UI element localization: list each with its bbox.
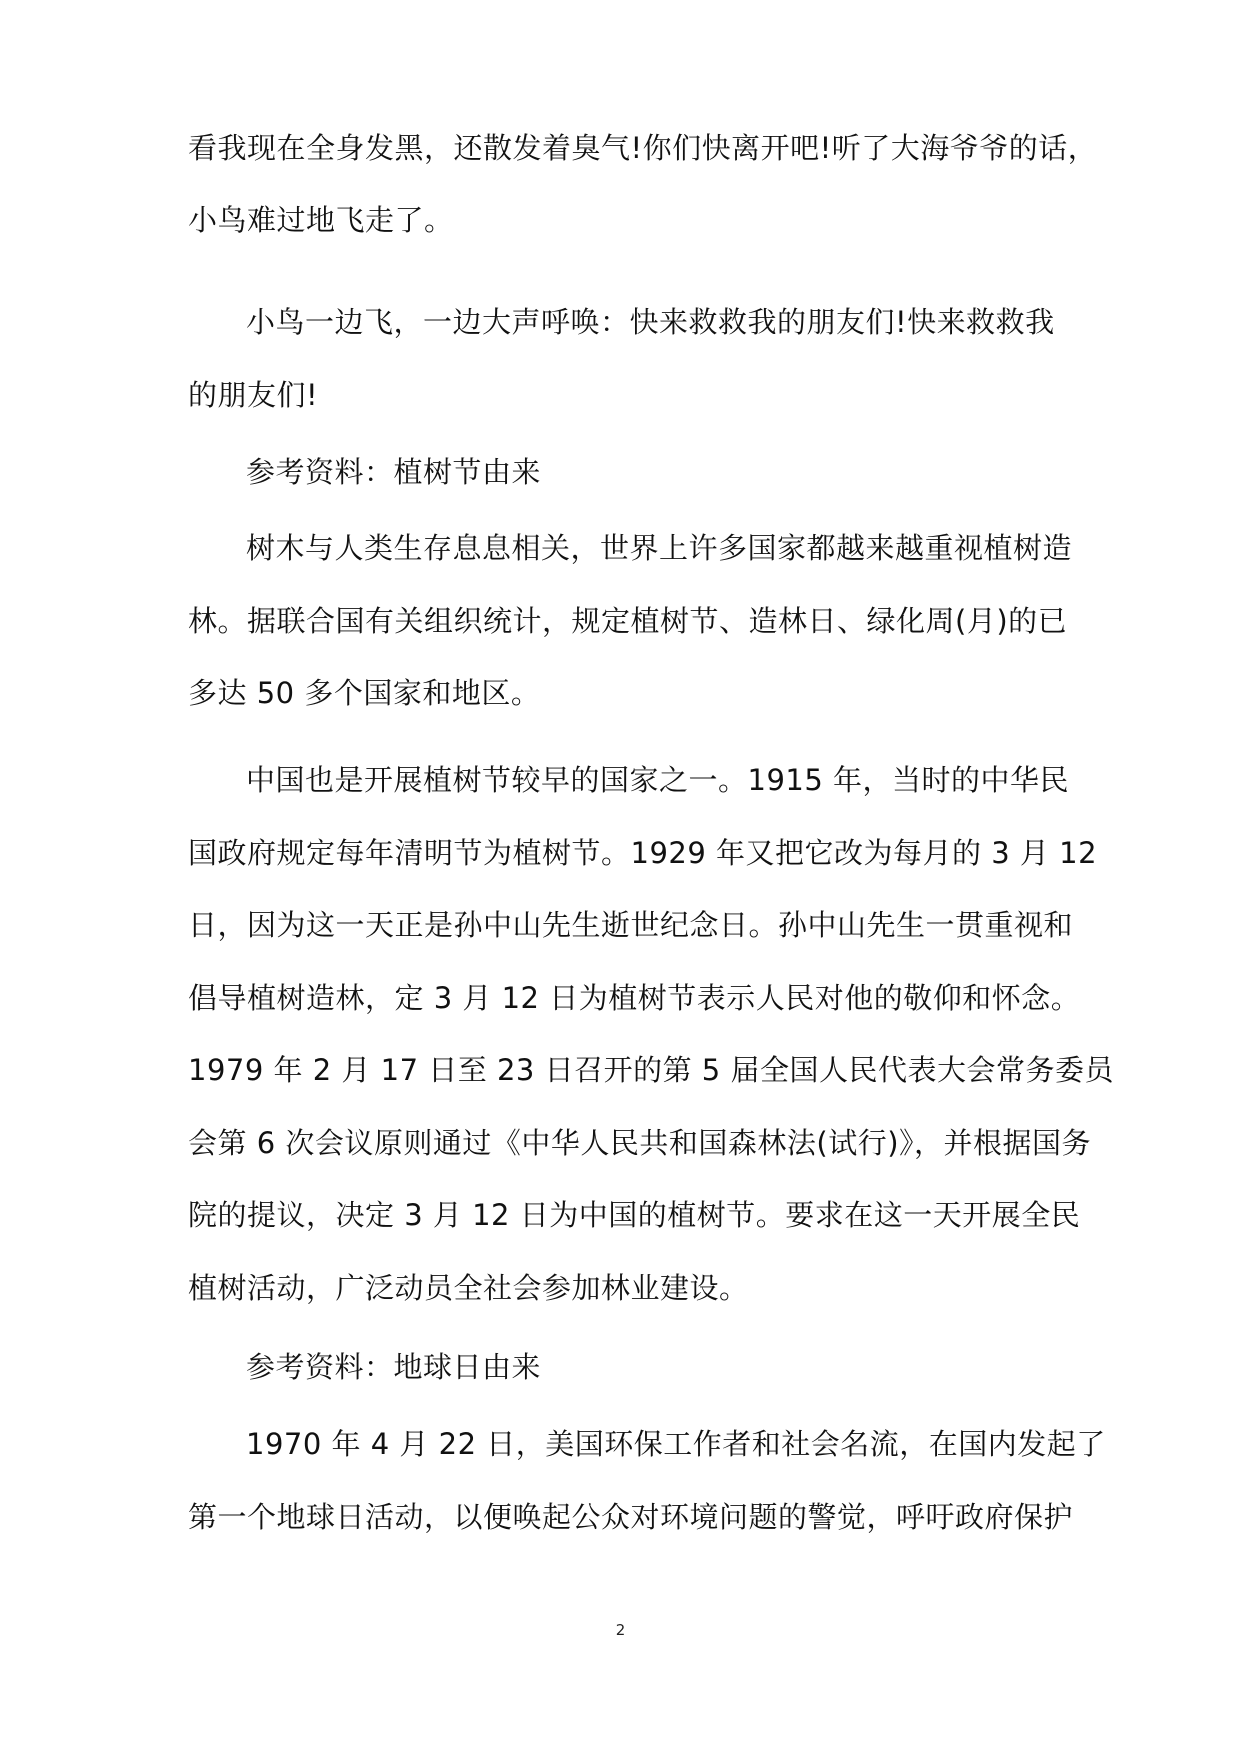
- text-line: 1979 年 2 月 17 日至 23 日召开的第 5 届全国人民代表大会常务委员: [188, 1053, 1114, 1087]
- section-heading: 参考资料：地球日由来: [246, 1350, 542, 1384]
- section-heading: 参考资料：植树节由来: [246, 455, 542, 489]
- text-line: 的朋友们!: [188, 378, 319, 412]
- text-line: 倡导植树造林，定 3 月 12 日为植树节表示人民对他的敬仰和怀念。: [188, 981, 1081, 1015]
- text-line: 第一个地球日活动，以便唤起公众对环境问题的警觉，呼吁政府保护: [188, 1500, 1074, 1534]
- text-line: 国政府规定每年清明节为植树节。1929 年又把它改为每月的 3 月 12: [188, 836, 1098, 870]
- text-line: 院的提议，决定 3 月 12 日为中国的植树节。要求在这一天开展全民: [188, 1198, 1081, 1232]
- text-line: 植树活动，广泛动员全社会参加林业建设。: [188, 1271, 749, 1305]
- text-line: 多达 50 多个国家和地区。: [188, 676, 541, 710]
- text-line: 会第 6 次会议原则通过《中华人民共和国森林法(试行)》，并根据国务: [188, 1126, 1092, 1160]
- text-line: 小鸟一边飞，一边大声呼唤：快来救救我的朋友们!快来救救我: [246, 305, 1055, 339]
- text-line: 小鸟难过地飞走了。: [188, 203, 454, 237]
- text-line: 中国也是开展植树节较早的国家之一。1915 年，当时的中华民: [246, 763, 1070, 797]
- page-number: 2: [615, 1621, 626, 1639]
- text-line: 林。据联合国有关组织统计，规定植树节、造林日、绿化周(月)的已: [188, 604, 1068, 638]
- text-line: 1970 年 4 月 22 日，美国环保工作者和社会名流，在国内发起了: [246, 1427, 1106, 1461]
- text-line: 树木与人类生存息息相关，世界上许多国家都越来越重视植树造: [246, 531, 1073, 565]
- text-line: 日，因为这一天正是孙中山先生逝世纪念日。孙中山先生一贯重视和: [188, 908, 1074, 942]
- text-line: 看我现在全身发黑，还散发着臭气!你们快离开吧!听了大海爷爷的话，: [188, 131, 1098, 165]
